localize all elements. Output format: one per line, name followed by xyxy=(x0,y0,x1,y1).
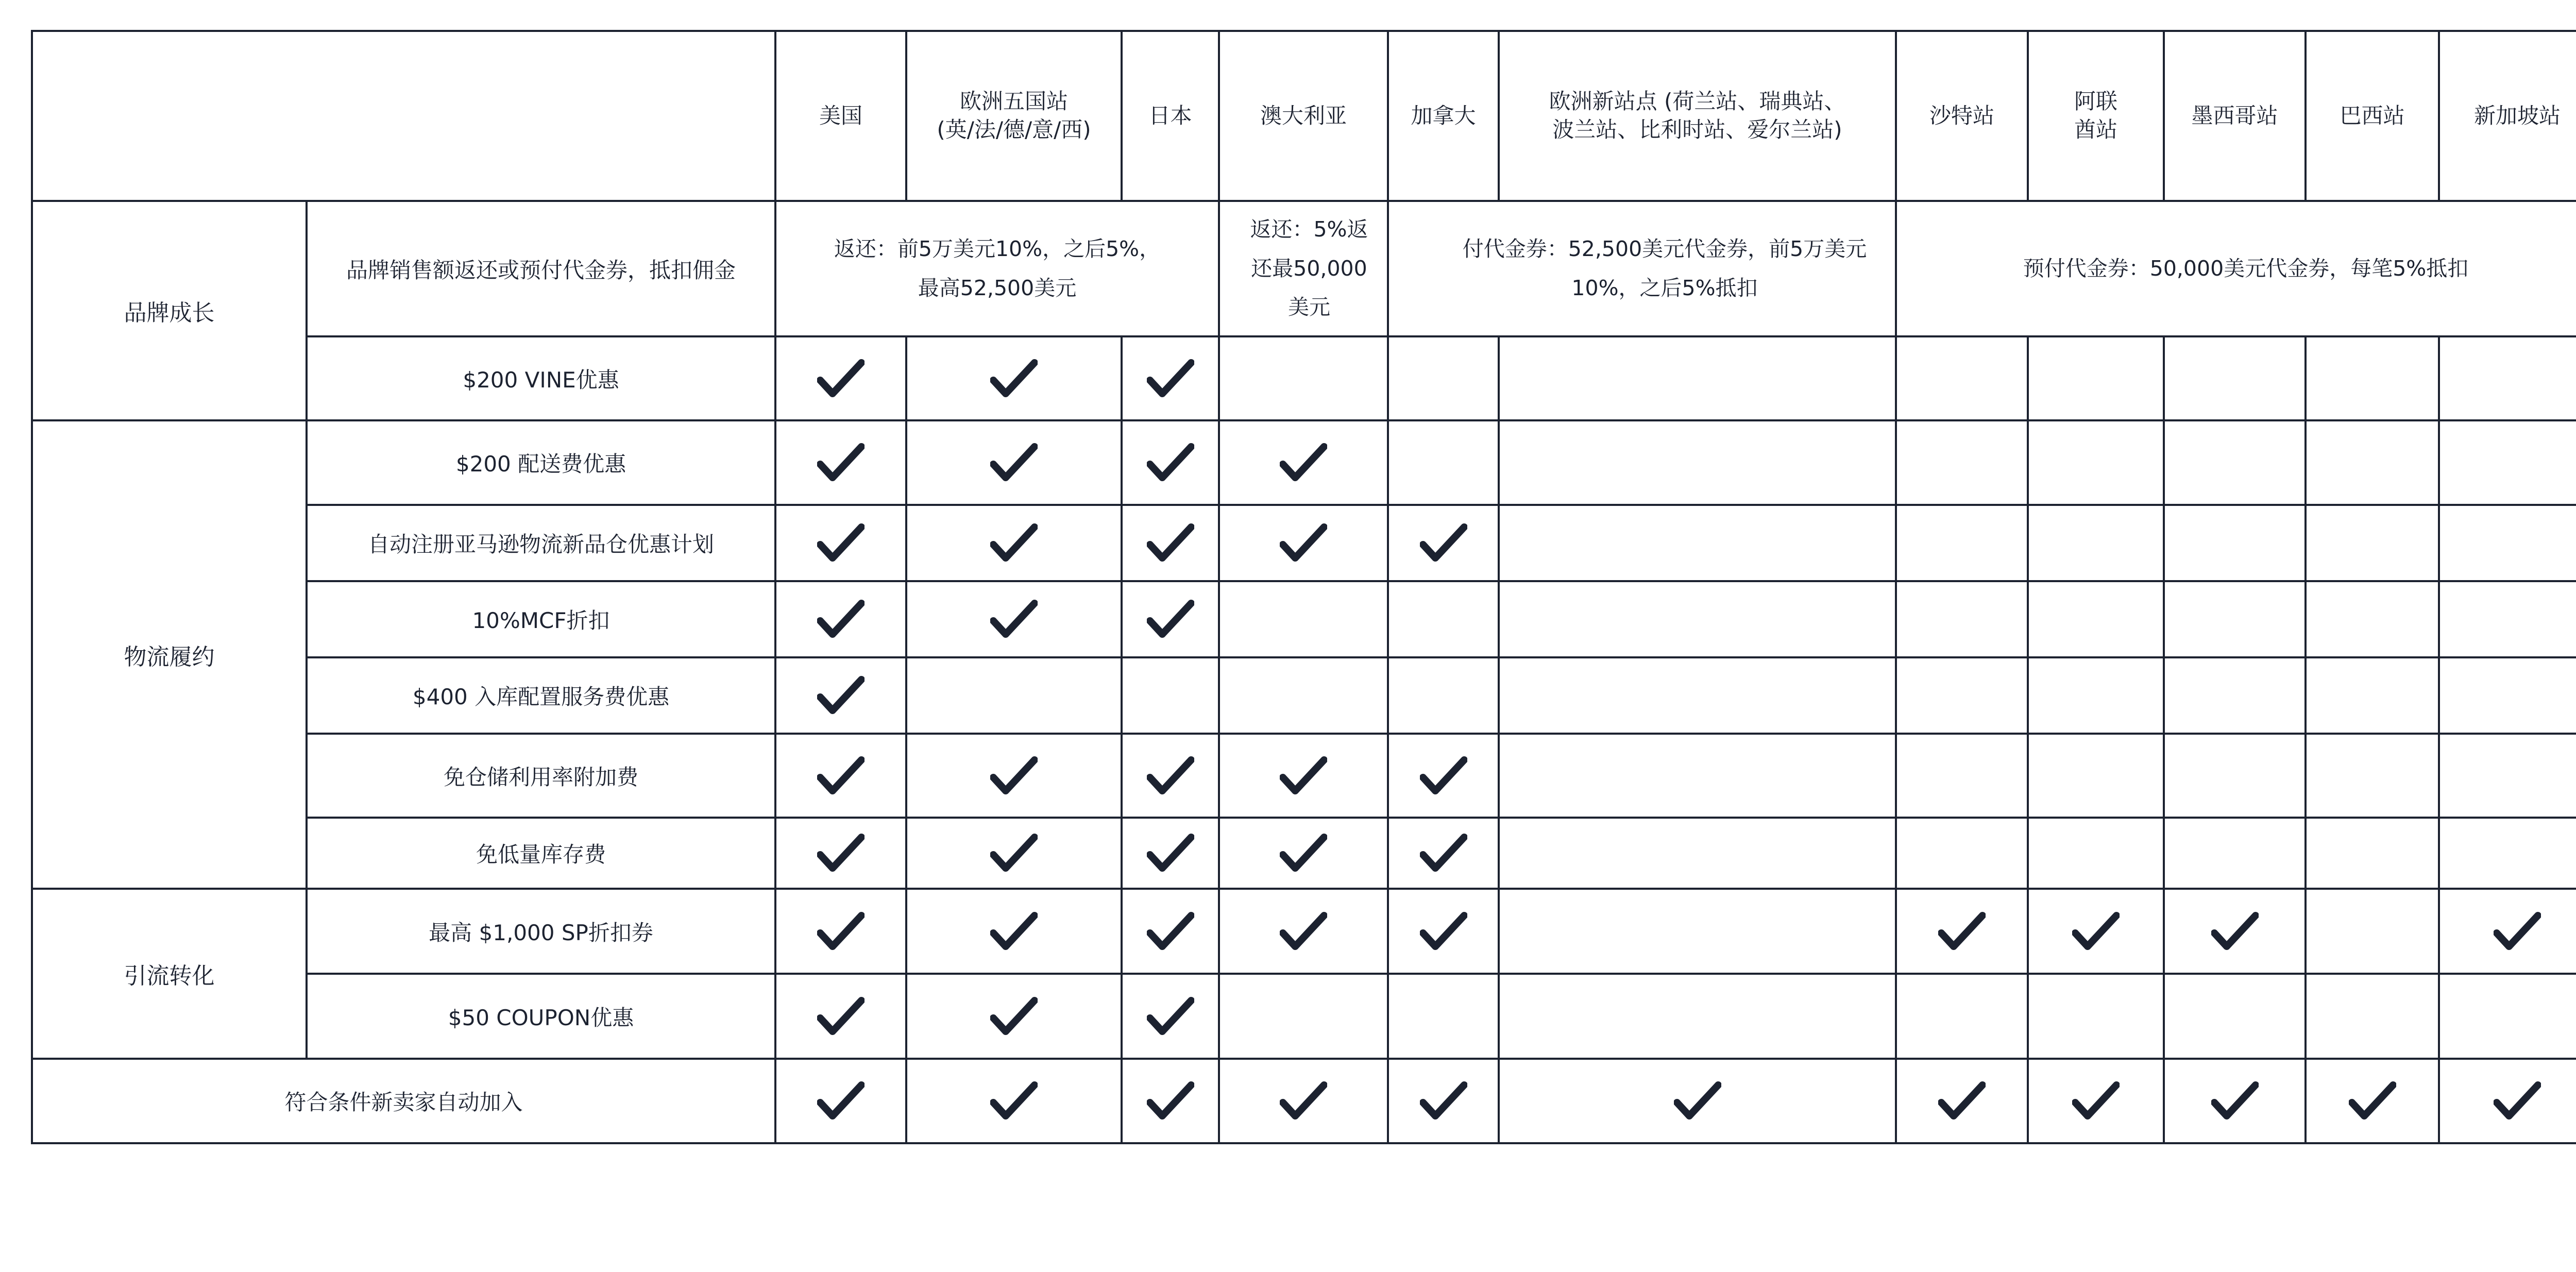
table-row xyxy=(32,420,2576,505)
cell-inbound-jp xyxy=(1122,657,1219,734)
cell-coupon-mx xyxy=(2164,974,2306,1059)
cell-inbound-au xyxy=(1219,657,1388,734)
cell-vine-au xyxy=(1219,336,1388,420)
cell-low_inventory-eu-new xyxy=(1499,818,1896,889)
cell-inbound-sa xyxy=(1896,657,2028,734)
header-us: 美国 xyxy=(775,31,906,201)
cell-coupon-sg xyxy=(2439,974,2576,1059)
cell-storage-us xyxy=(775,734,906,818)
cell-fba_new-eu5 xyxy=(906,505,1122,581)
checkmark-icon xyxy=(2494,1096,2541,1106)
checkmark-icon xyxy=(1147,457,1194,467)
cell-vine-sg xyxy=(2439,336,2576,420)
cell-mcf-sg xyxy=(2439,581,2576,657)
checkmark-icon xyxy=(990,848,1038,858)
cell-low_inventory-au xyxy=(1219,818,1388,889)
cell-storage-sg xyxy=(2439,734,2576,818)
item-sp-coupon: 最高 $1,000 SP折扣券 xyxy=(307,889,775,974)
checkmark-icon xyxy=(1420,770,1467,780)
note-ca-eu-new-voucher: 付代金券：52,500美元代金券，前5万美元 10%，之后5%抵扣 xyxy=(1388,201,1896,336)
table-row xyxy=(32,505,2576,581)
cell-sp-ae xyxy=(2028,889,2164,974)
checkmark-icon xyxy=(1280,848,1327,858)
cell-fba_new-jp xyxy=(1122,505,1219,581)
cell-vine-us xyxy=(775,336,906,420)
cell-sp-us xyxy=(775,889,906,974)
cell-auto_join-us xyxy=(775,1059,906,1143)
cell-mcf-jp xyxy=(1122,581,1219,657)
cell-sp-sg xyxy=(2439,889,2576,974)
item-vine: $200 VINE优惠 xyxy=(307,336,775,420)
checkmark-icon xyxy=(817,690,865,700)
checkmark-icon xyxy=(1147,926,1194,936)
checkmark-icon xyxy=(2494,926,2541,936)
checkmark-icon xyxy=(817,614,865,624)
cell-shipping-br xyxy=(2306,420,2439,505)
cell-auto_join-eu5 xyxy=(906,1059,1122,1143)
checkmark-icon xyxy=(990,614,1038,624)
category-logistics: 物流履约 xyxy=(32,420,307,889)
cell-shipping-sg xyxy=(2439,420,2576,505)
cell-shipping-jp xyxy=(1122,420,1219,505)
cell-vine-eu5 xyxy=(906,336,1122,420)
cell-sp-ca xyxy=(1388,889,1499,974)
item-coupon: $50 COUPON优惠 xyxy=(307,974,775,1059)
table-row xyxy=(32,336,2576,420)
item-low-inventory-fee: 免低量库存费 xyxy=(307,818,775,889)
checkmark-icon xyxy=(1280,770,1327,780)
cell-fba_new-eu-new xyxy=(1499,505,1896,581)
checkmark-icon xyxy=(817,538,865,548)
cell-mcf-au xyxy=(1219,581,1388,657)
cell-auto_join-au xyxy=(1219,1059,1388,1143)
checkmark-icon xyxy=(990,1096,1038,1106)
cell-inbound-eu5 xyxy=(906,657,1122,734)
cell-low_inventory-ae xyxy=(2028,818,2164,889)
cell-storage-eu5 xyxy=(906,734,1122,818)
cell-storage-ca xyxy=(1388,734,1499,818)
cell-inbound-mx xyxy=(2164,657,2306,734)
cell-auto_join-jp xyxy=(1122,1059,1219,1143)
cell-vine-ca xyxy=(1388,336,1499,420)
cell-inbound-br xyxy=(2306,657,2439,734)
category-brand-growth: 品牌成长 xyxy=(32,201,307,420)
cell-storage-au xyxy=(1219,734,1388,818)
cell-mcf-mx xyxy=(2164,581,2306,657)
cell-sp-jp xyxy=(1122,889,1219,974)
cell-coupon-sa xyxy=(1896,974,2028,1059)
checkmark-icon xyxy=(817,848,865,858)
cell-storage-sa xyxy=(1896,734,2028,818)
checkmark-icon xyxy=(1147,770,1194,780)
cell-vine-mx xyxy=(2164,336,2306,420)
cell-fba_new-us xyxy=(775,505,906,581)
header-br: 巴西站 xyxy=(2306,31,2439,201)
cell-low_inventory-jp xyxy=(1122,818,1219,889)
checkmark-icon xyxy=(990,538,1038,548)
header-row xyxy=(32,31,2576,201)
cell-fba_new-br xyxy=(2306,505,2439,581)
checkmark-icon xyxy=(1420,1096,1467,1106)
checkmark-icon xyxy=(1147,1011,1194,1021)
cell-fba_new-ca xyxy=(1388,505,1499,581)
cell-inbound-sg xyxy=(2439,657,2576,734)
table-row xyxy=(32,657,2576,734)
cell-mcf-eu-new xyxy=(1499,581,1896,657)
cell-auto_join-mx xyxy=(2164,1059,2306,1143)
checkmark-icon xyxy=(1147,373,1194,383)
cell-fba_new-sa xyxy=(1896,505,2028,581)
header-mx: 墨西哥站 xyxy=(2164,31,2306,201)
checkmark-icon xyxy=(817,770,865,780)
table-row xyxy=(32,974,2576,1059)
cell-sp-sa xyxy=(1896,889,2028,974)
cell-sp-eu-new xyxy=(1499,889,1896,974)
cell-storage-br xyxy=(2306,734,2439,818)
header-ae: 阿联 酋站 xyxy=(2028,31,2164,201)
table-row xyxy=(32,201,2576,336)
cell-sp-mx xyxy=(2164,889,2306,974)
cell-inbound-eu-new xyxy=(1499,657,1896,734)
cell-fba_new-au xyxy=(1219,505,1388,581)
cell-auto_join-eu-new xyxy=(1499,1059,1896,1143)
cell-shipping-mx xyxy=(2164,420,2306,505)
checkmark-icon xyxy=(1280,926,1327,936)
cell-shipping-au xyxy=(1219,420,1388,505)
cell-low_inventory-mx xyxy=(2164,818,2306,889)
cell-storage-eu-new xyxy=(1499,734,1896,818)
cell-auto_join-sg xyxy=(2439,1059,2576,1143)
checkmark-icon xyxy=(817,373,865,383)
checkmark-icon xyxy=(1938,1096,1986,1106)
header-eu5: 欧洲五国站 (英/法/德/意/西) xyxy=(906,31,1122,201)
checkmark-icon xyxy=(990,770,1038,780)
cell-storage-mx xyxy=(2164,734,2306,818)
header-ca: 加拿大 xyxy=(1388,31,1499,201)
cell-auto_join-br xyxy=(2306,1059,2439,1143)
checkmark-icon xyxy=(817,457,865,467)
cell-sp-br xyxy=(2306,889,2439,974)
header-sa: 沙特站 xyxy=(1896,31,2028,201)
cell-shipping-sa xyxy=(1896,420,2028,505)
cell-auto_join-ae xyxy=(2028,1059,2164,1143)
item-mcf-discount: 10%MCF折扣 xyxy=(307,581,775,657)
checkmark-icon xyxy=(1147,614,1194,624)
cell-inbound-ca xyxy=(1388,657,1499,734)
checkmark-icon xyxy=(2072,926,2120,936)
cell-auto_join-ca xyxy=(1388,1059,1499,1143)
cell-fba_new-ae xyxy=(2028,505,2164,581)
item-shipping-fee: $200 配送费优惠 xyxy=(307,420,775,505)
checkmark-icon xyxy=(817,926,865,936)
header-sg: 新加坡站 xyxy=(2439,31,2576,201)
item-storage-surcharge: 免仓储利用率附加费 xyxy=(307,734,775,818)
cell-auto_join-sa xyxy=(1896,1059,2028,1143)
cell-sp-eu5 xyxy=(906,889,1122,974)
item-auto-join: 符合条件新卖家自动加入 xyxy=(32,1059,775,1143)
checkmark-icon xyxy=(1280,1096,1327,1106)
checkmark-icon xyxy=(1280,538,1327,548)
table-row xyxy=(32,734,2576,818)
checkmark-icon xyxy=(817,1096,865,1106)
cell-storage-ae xyxy=(2028,734,2164,818)
checkmark-icon xyxy=(1147,538,1194,548)
checkmark-icon xyxy=(2211,1096,2259,1106)
checkmark-icon xyxy=(1938,926,1986,936)
cell-mcf-ae xyxy=(2028,581,2164,657)
checkmark-icon xyxy=(1674,1096,1721,1106)
note-au-rebate: 返还：5%返 还最50,000 美元 xyxy=(1219,201,1388,336)
cell-coupon-jp xyxy=(1122,974,1219,1059)
header-eu-new: 欧洲新站点 (荷兰站、瑞典站、 波兰站、比利时站、爱尔兰站) xyxy=(1499,31,1896,201)
cell-vine-ae xyxy=(2028,336,2164,420)
checkmark-icon xyxy=(1420,538,1467,548)
checkmark-icon xyxy=(1147,848,1194,858)
table-row xyxy=(32,889,2576,974)
cell-coupon-br xyxy=(2306,974,2439,1059)
category-traffic-conversion: 引流转化 xyxy=(32,889,307,1059)
cell-coupon-us xyxy=(775,974,906,1059)
note-prepaid-voucher: 预付代金券：50,000美元代金券，每笔5%抵扣 xyxy=(1896,201,2576,336)
cell-mcf-us xyxy=(775,581,906,657)
table-row xyxy=(32,818,2576,889)
cell-coupon-au xyxy=(1219,974,1388,1059)
note-na-eu-jp-rebate: 返还：前5万美元10%，之后5%， 最高52,500美元 xyxy=(775,201,1219,336)
table-row xyxy=(32,581,2576,657)
cell-low_inventory-eu5 xyxy=(906,818,1122,889)
cell-storage-jp xyxy=(1122,734,1219,818)
checkmark-icon xyxy=(1280,457,1327,467)
cell-inbound-us xyxy=(775,657,906,734)
cell-vine-br xyxy=(2306,336,2439,420)
checkmark-icon xyxy=(1147,1096,1194,1106)
cell-inbound-ae xyxy=(2028,657,2164,734)
checkmark-icon xyxy=(990,1011,1038,1021)
cell-mcf-ca xyxy=(1388,581,1499,657)
checkmark-icon xyxy=(990,926,1038,936)
cell-shipping-ca xyxy=(1388,420,1499,505)
item-inbound-placement: $400 入库配置服务费优惠 xyxy=(307,657,775,734)
cell-coupon-eu-new xyxy=(1499,974,1896,1059)
cell-fba_new-sg xyxy=(2439,505,2576,581)
checkmark-icon xyxy=(2072,1096,2120,1106)
cell-sp-au xyxy=(1219,889,1388,974)
checkmark-icon xyxy=(990,457,1038,467)
cell-low_inventory-sg xyxy=(2439,818,2576,889)
checkmark-icon xyxy=(1420,848,1467,858)
cell-fba_new-mx xyxy=(2164,505,2306,581)
cell-low_inventory-ca xyxy=(1388,818,1499,889)
item-fba-new-selection: 自动注册亚马逊物流新品仓优惠计划 xyxy=(307,505,775,581)
cell-mcf-sa xyxy=(1896,581,2028,657)
item-brand-rebate: 品牌销售额返还或预付代金券，抵扣佣金 xyxy=(307,201,775,336)
checkmark-icon xyxy=(990,373,1038,383)
checkmark-icon xyxy=(817,1011,865,1021)
cell-shipping-eu-new xyxy=(1499,420,1896,505)
cell-coupon-ae xyxy=(2028,974,2164,1059)
cell-low_inventory-sa xyxy=(1896,818,2028,889)
table-row xyxy=(32,1059,2576,1143)
checkmark-icon xyxy=(1420,926,1467,936)
cell-shipping-us xyxy=(775,420,906,505)
cell-vine-eu-new xyxy=(1499,336,1896,420)
cell-mcf-eu5 xyxy=(906,581,1122,657)
checkmark-icon xyxy=(2211,926,2259,936)
cell-shipping-ae xyxy=(2028,420,2164,505)
cell-coupon-ca xyxy=(1388,974,1499,1059)
cell-mcf-br xyxy=(2306,581,2439,657)
cell-shipping-eu5 xyxy=(906,420,1122,505)
cell-low_inventory-us xyxy=(775,818,906,889)
cell-low_inventory-br xyxy=(2306,818,2439,889)
checkmark-icon xyxy=(2349,1096,2396,1106)
cell-vine-jp xyxy=(1122,336,1219,420)
cell-coupon-eu5 xyxy=(906,974,1122,1059)
program-benefits-table xyxy=(31,30,2576,1144)
header-jp: 日本 xyxy=(1122,31,1219,201)
header-au: 澳大利亚 xyxy=(1219,31,1388,201)
cell-vine-sa xyxy=(1896,336,2028,420)
header-blank-cell xyxy=(32,31,775,201)
